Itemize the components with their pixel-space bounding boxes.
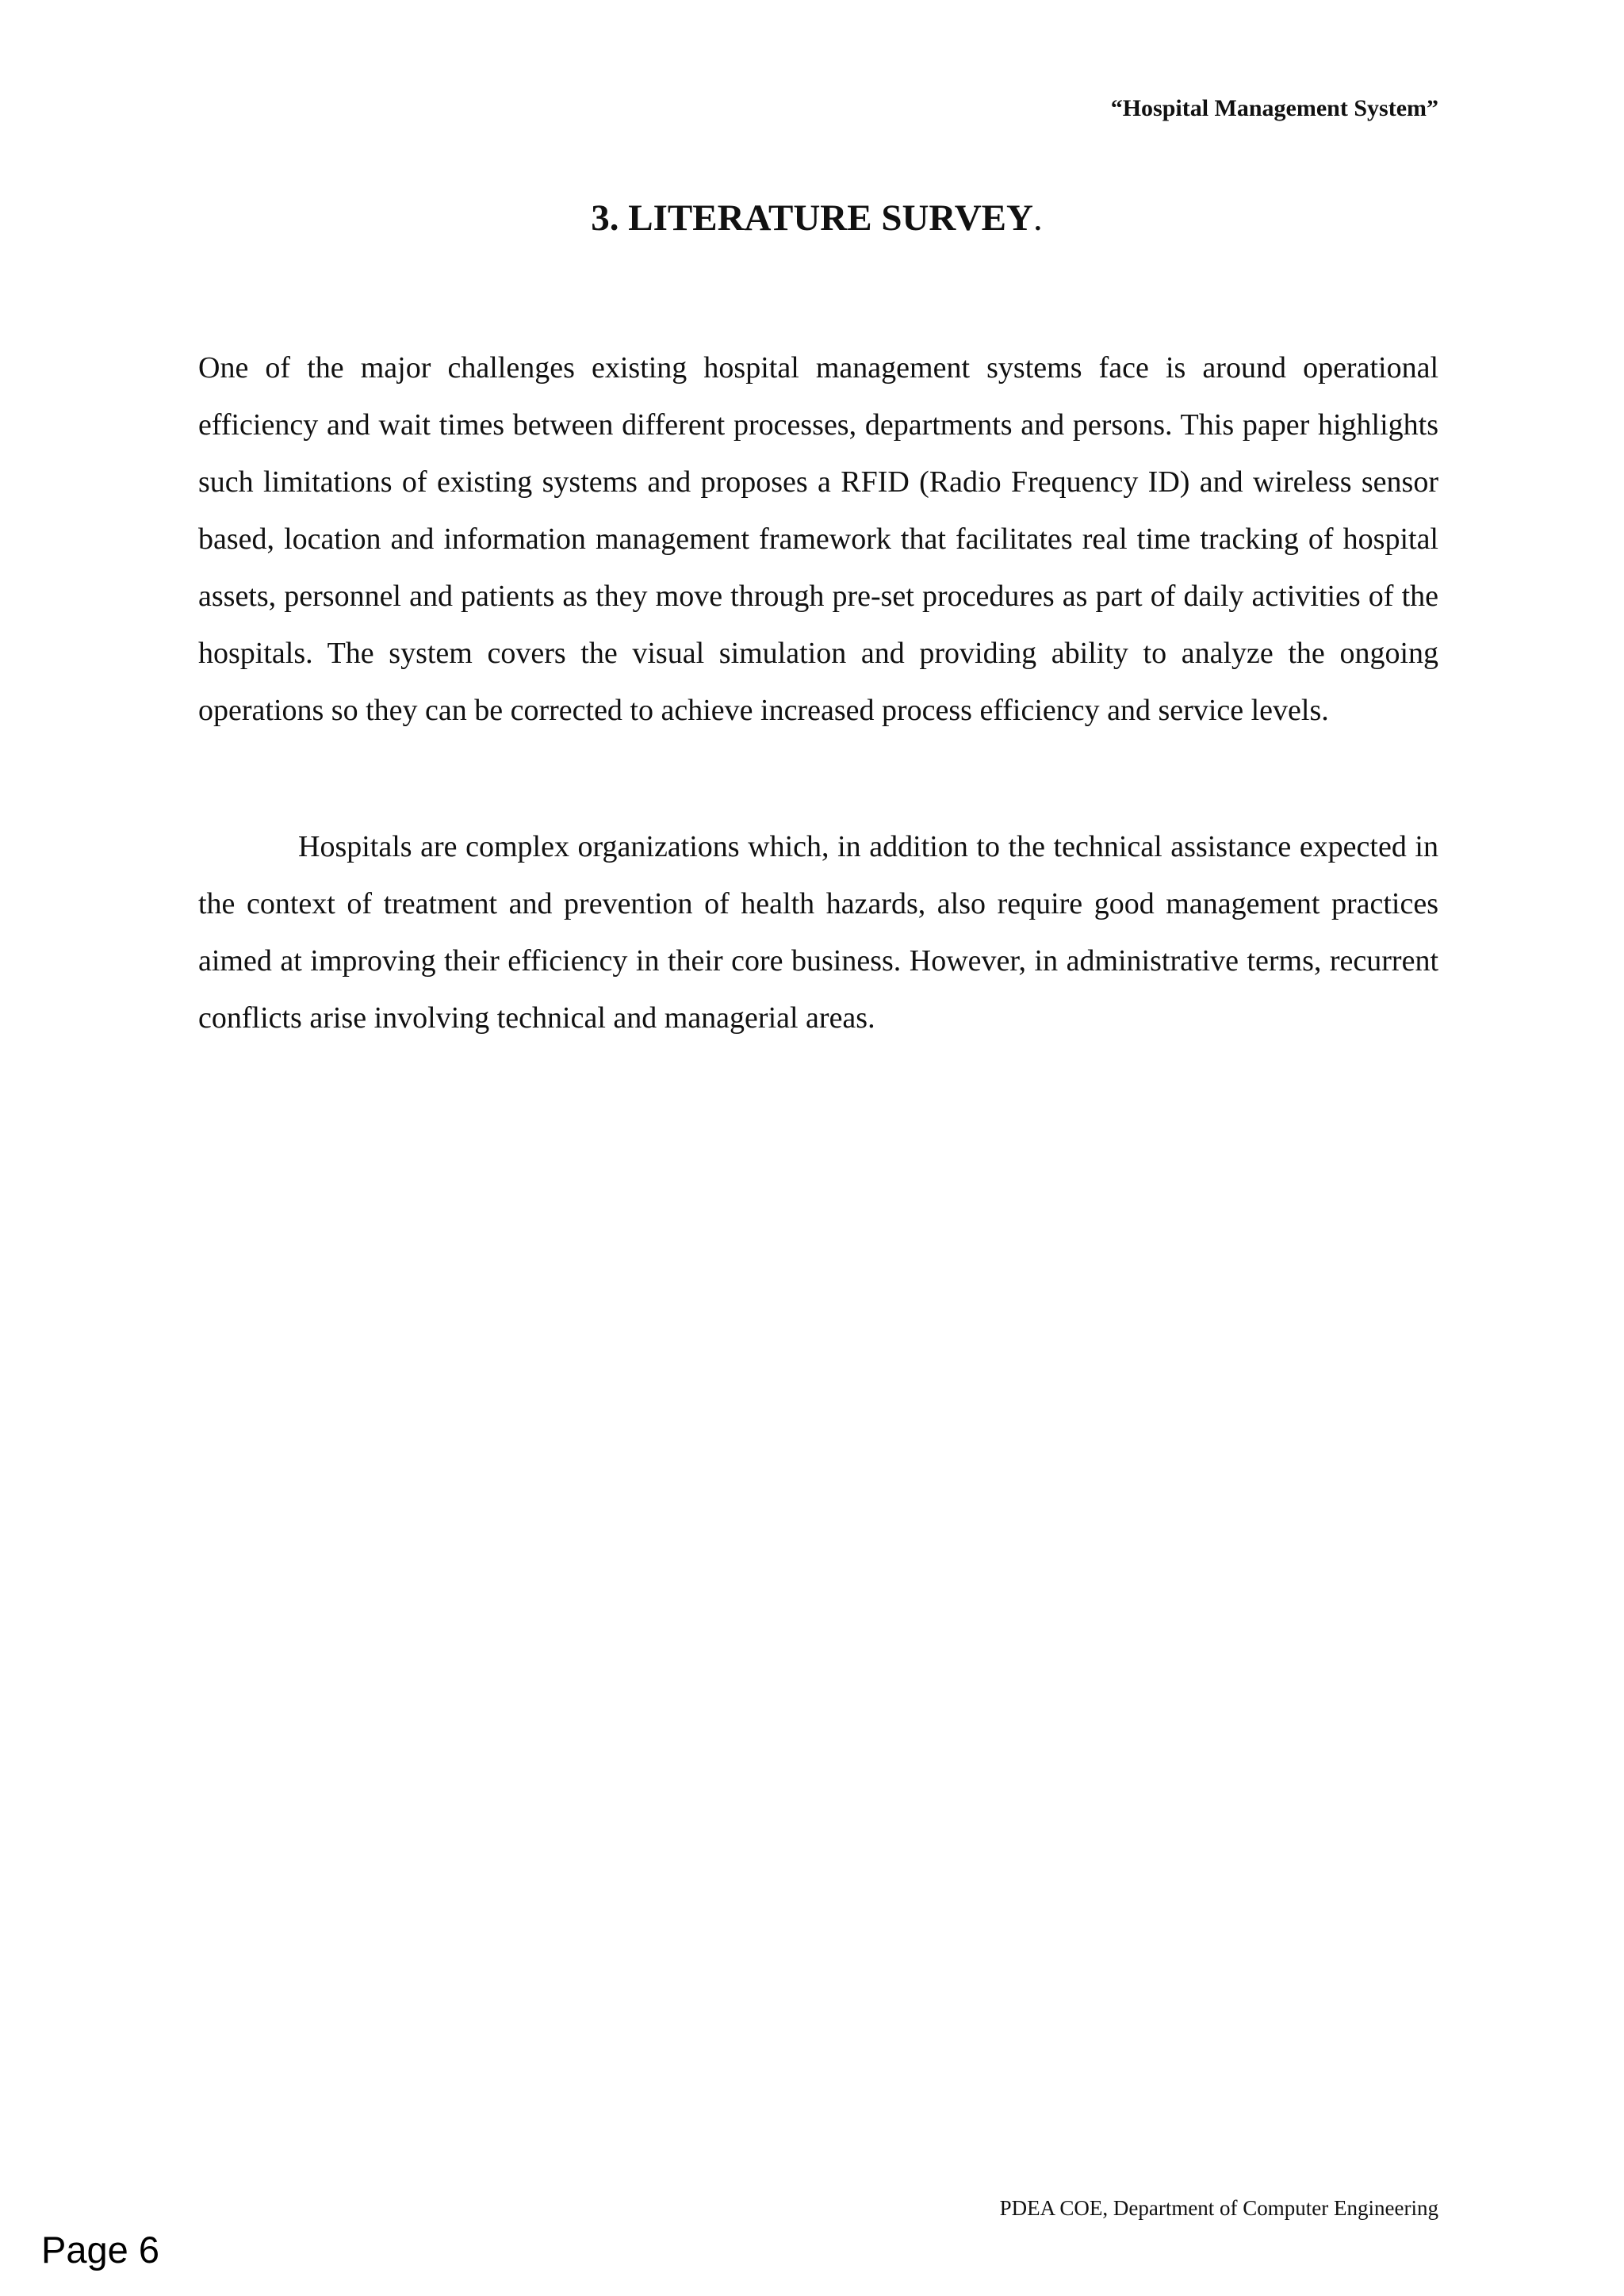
footer-institution: PDEA COE, Department of Computer Engineering (999, 2196, 1438, 2220)
paragraph-2: Hospitals are complex organizations which, in addition to the technical assistance expected in the context of treatment and prevention of health hazards, also require good management practices aimed at improving their efficiency in their core business. However, in administrative terms, recurrent conflicts arise involving technical and managerial areas. (198, 830, 1438, 1035)
section-title-period: . (1032, 197, 1043, 239)
page-number: Page 6 (41, 2229, 159, 2271)
running-header-title: “Hospital Management System” (1110, 95, 1438, 121)
paragraph-1: One of the major challenges existing hospital management systems face is around operational efficiency and wait times between different processes, departments and persons. This paper highlights such limitations of existing systems and proposes a RFID (Radio Frequency ID) and wireless sensor based, location and information management framework that facilitates real time tracking of hospital assets, personnel and patients as they move through pre-set procedures as part of daily activities of the hospitals. The system covers the visual simulation and providing ability to analyze the ongoing operations so they can be corrected to achieve increased process efficiency and service levels. (198, 351, 1438, 727)
section-title (0, 197, 1624, 239)
section-title-text: 3. LITERATURE SURVEY (591, 197, 1033, 239)
